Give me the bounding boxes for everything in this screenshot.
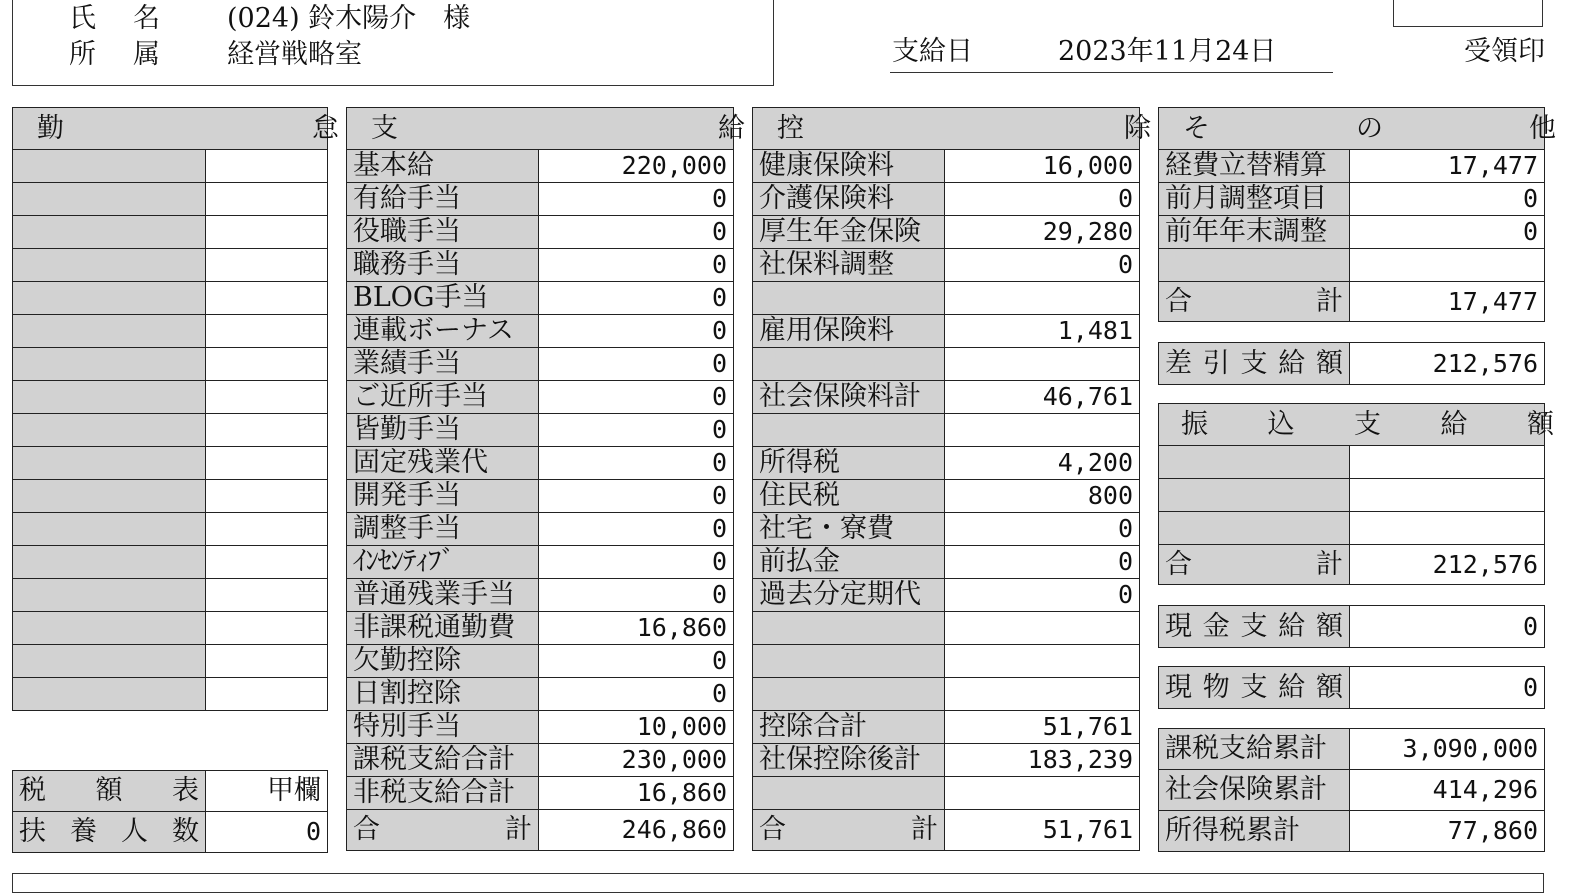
name-label-char-1: 氏: [69, 3, 96, 34]
cumulative-row-value: 3,090,000: [1350, 729, 1545, 770]
shikyu-row-label: 非税支給合計: [347, 777, 539, 810]
kojo-row-label: 所得税: [753, 447, 945, 480]
inkind-pay-label-char-3: 支: [1240, 671, 1268, 703]
transfer-table: [1158, 403, 1554, 585]
kojo-row: [753, 216, 1140, 249]
kojo-row: [753, 513, 1140, 546]
inkind-pay-table: [1158, 666, 1545, 709]
kintai-row-value: [206, 183, 328, 216]
shikyu-row-value: 0: [539, 546, 734, 579]
sonota-row-label: [1159, 249, 1350, 282]
pay-date-label: 支給日: [892, 36, 973, 67]
kintai-row-label: [13, 546, 206, 579]
cumulative-row-label: 所得税累計: [1159, 811, 1350, 852]
shikyu-row: [347, 513, 734, 546]
net-pay-label-char-4: 給: [1278, 347, 1306, 379]
kojo-row: [753, 282, 1140, 315]
shikyu-row: [347, 216, 734, 249]
shikyu-row-label: ご近所手当: [347, 381, 539, 414]
kojo-header: [753, 108, 1151, 150]
dept-label-char-2: 属: [133, 39, 160, 70]
kojo-row-value: 0: [945, 183, 1140, 216]
shikyu-row-value: 16,860: [539, 612, 734, 645]
shikyu-row-label: 日割控除: [347, 678, 539, 711]
inkind-pay-label: [1159, 667, 1350, 709]
sonota-total-label: [1159, 282, 1350, 322]
transfer-row-label: [1159, 512, 1350, 545]
shikyu-total-label-char-1: 合: [353, 814, 380, 845]
shikyu-row: [347, 414, 734, 447]
shikyu-row-label: 職務手当: [347, 249, 539, 282]
shikyu-row-value: 10,000: [539, 711, 734, 744]
cumulative-table: [1158, 728, 1545, 852]
cumulative-row-value: 414,296: [1350, 770, 1545, 811]
kojo-row: [753, 678, 1140, 711]
cumulative-row: [1159, 729, 1545, 770]
kojo-row: [753, 348, 1140, 381]
sonota-row: [1159, 183, 1545, 216]
kojo-row: [753, 183, 1140, 216]
bottom-box-edge: [12, 873, 1544, 893]
shikyu-row-value: 0: [539, 348, 734, 381]
kojo-row-label: 健康保険料: [753, 150, 945, 183]
inkind-pay-label-char-2: 物: [1202, 671, 1230, 703]
sonota-row-label: 前月調整項目: [1159, 183, 1350, 216]
kojo-row-value: 0: [945, 513, 1140, 546]
kojo-row-value: [945, 612, 1140, 645]
kojo-row-value: 51,761: [945, 711, 1140, 744]
cumulative-row-label: 課税支給累計: [1159, 729, 1350, 770]
dept-label-char-1: 所: [69, 39, 96, 70]
shikyu-row-value: 0: [539, 282, 734, 315]
kojo-total-label-char-1: 合: [759, 814, 786, 845]
shikyu-row-value: 0: [539, 447, 734, 480]
sonota-total-label-char-2: 計: [1316, 285, 1343, 317]
shikyu-row: [347, 183, 734, 216]
kintai-row: [13, 150, 328, 183]
shikyu-row: [347, 678, 734, 711]
transfer-row: [1159, 479, 1545, 512]
kintai-row: [13, 678, 328, 711]
kintai-row-value: [206, 678, 328, 711]
shikyu-row: [347, 744, 734, 777]
net-pay-label-char-3: 支: [1240, 347, 1268, 379]
kintai-row-label: [13, 480, 206, 513]
sonota-row-label: 前年年末調整: [1159, 216, 1350, 249]
shikyu-row-value: 0: [539, 249, 734, 282]
shikyu-row-label: 役職手当: [347, 216, 539, 249]
kojo-row: [753, 744, 1140, 777]
transfer-header-char-1: 振: [1181, 408, 1208, 440]
kojo-row-label: [753, 282, 945, 315]
kintai-row-label: [13, 216, 206, 249]
kintai-row-label: [13, 645, 206, 678]
kojo-row-label: [753, 414, 945, 447]
kintai-row-label: [13, 381, 206, 414]
kojo-row: [753, 612, 1140, 645]
employee-info-box: [12, 0, 774, 86]
sonota-row: [1159, 150, 1545, 183]
kojo-row-value: 1,481: [945, 315, 1140, 348]
kojo-row-label: 社宅・寮費: [753, 513, 945, 546]
sonota-row: [1159, 249, 1545, 282]
kojo-row-value: 46,761: [945, 381, 1140, 414]
kojo-row-value: 16,000: [945, 150, 1140, 183]
cash-pay-value: 0: [1350, 606, 1545, 648]
shikyu-row-value: 0: [539, 579, 734, 612]
kojo-row-label: [753, 777, 945, 810]
kojo-row-label: 控除合計: [753, 711, 945, 744]
kintai-row-value: [206, 612, 328, 645]
shikyu-total-value: 246,860: [539, 810, 734, 851]
shikyu-total-label-char-2: 計: [505, 814, 532, 845]
sonota-table: [1158, 107, 1556, 322]
dependents-label-char-4: 数: [172, 816, 199, 847]
shikyu-row-label: 欠勤控除: [347, 645, 539, 678]
transfer-row-label: [1159, 479, 1350, 512]
shikyu-row-value: 0: [539, 381, 734, 414]
kintai-row: [13, 381, 328, 414]
kintai-row-label: [13, 414, 206, 447]
department-name: 経営戦略室: [227, 39, 362, 70]
net-pay-label-char-2: 引: [1202, 347, 1230, 379]
shikyu-row-value: 0: [539, 315, 734, 348]
kojo-row: [753, 447, 1140, 480]
cumulative-row: [1159, 811, 1545, 852]
transfer-header-char-4: 給: [1440, 408, 1468, 440]
sonota-total-label-char-1: 合: [1165, 285, 1192, 317]
net-pay-label: [1159, 343, 1350, 385]
shikyu-row-label: 皆勤手当: [347, 414, 539, 447]
shikyu-row-value: 230,000: [539, 744, 734, 777]
kojo-row-label: 過去分定期代: [753, 579, 945, 612]
shikyu-row-label: 開発手当: [347, 480, 539, 513]
shikyu-row-value: 0: [539, 414, 734, 447]
kintai-row-value: [206, 381, 328, 414]
kojo-row: [753, 579, 1140, 612]
kintai-row-value: [206, 282, 328, 315]
kojo-row-label: 社保料調整: [753, 249, 945, 282]
shikyu-row-label: 調整手当: [347, 513, 539, 546]
transfer-row: [1159, 446, 1545, 479]
kojo-total-label-char-2: 計: [911, 814, 938, 845]
shikyu-total-label: [347, 810, 539, 851]
net-pay-value: 212,576: [1350, 343, 1545, 385]
shikyu-row-value: 0: [539, 678, 734, 711]
kojo-row-value: [945, 282, 1140, 315]
kintai-row-value: [206, 150, 328, 183]
kojo-row-value: 0: [945, 546, 1140, 579]
kojo-row-label: [753, 612, 945, 645]
kintai-row: [13, 612, 328, 645]
kojo-row: [753, 414, 1140, 447]
sonota-row-value: 0: [1350, 183, 1545, 216]
kintai-row: [13, 513, 328, 546]
tax-table-label-char-1: 税: [19, 775, 46, 806]
shikyu-row: [347, 711, 734, 744]
transfer-row-value: [1350, 512, 1545, 545]
shikyu-row-label: 連載ボーナス: [347, 315, 539, 348]
kojo-row-value: 29,280: [945, 216, 1140, 249]
kojo-row-label: [753, 348, 945, 381]
kojo-row-label: 社会保険料計: [753, 381, 945, 414]
transfer-total-value: 212,576: [1350, 545, 1545, 585]
kintai-row: [13, 216, 328, 249]
shikyu-row-label: 固定残業代: [347, 447, 539, 480]
transfer-total-label-char-1: 合: [1165, 548, 1192, 580]
tax-table-value: 甲欄: [206, 771, 328, 812]
kintai-row-label: [13, 249, 206, 282]
inkind-pay-label-char-5: 額: [1316, 671, 1343, 703]
shikyu-row-label: 有給手当: [347, 183, 539, 216]
shikyu-row-label: 業績手当: [347, 348, 539, 381]
kojo-total-value: 51,761: [945, 810, 1140, 851]
pay-date-underline: [890, 72, 1333, 73]
kintai-header-char-1: 勤: [37, 112, 64, 144]
kojo-row: [753, 315, 1140, 348]
kojo-table: [752, 107, 1151, 851]
kojo-row-value: 0: [945, 249, 1140, 282]
shikyu-row: [347, 447, 734, 480]
transfer-header: [1159, 404, 1554, 446]
cash-pay-label-char-1: 現: [1165, 610, 1192, 642]
kintai-row-value: [206, 480, 328, 513]
kojo-row-label: 住民税: [753, 480, 945, 513]
shikyu-row: [347, 381, 734, 414]
kojo-row: [753, 546, 1140, 579]
kintai-row-value: [206, 645, 328, 678]
kojo-row: [753, 777, 1140, 810]
cash-pay-label-char-2: 金: [1202, 610, 1230, 642]
transfer-total-label-char-2: 計: [1316, 548, 1343, 580]
inkind-pay-label-char-1: 現: [1165, 671, 1192, 703]
kintai-row-value: [206, 414, 328, 447]
kintai-row-value: [206, 447, 328, 480]
cumulative-row-value: 77,860: [1350, 811, 1545, 852]
cumulative-row-label: 社会保険累計: [1159, 770, 1350, 811]
shikyu-row: [347, 282, 734, 315]
tax-table-label: [13, 771, 206, 812]
kojo-row-value: [945, 645, 1140, 678]
dependents-label-char-2: 養: [70, 816, 97, 847]
kintai-row: [13, 414, 328, 447]
kintai-row-label: [13, 150, 206, 183]
kintai-header-char-2: 怠: [312, 112, 339, 144]
kojo-row-label: [753, 645, 945, 678]
kintai-row-label: [13, 513, 206, 546]
transfer-row-value: [1350, 479, 1545, 512]
kintai-row-label: [13, 612, 206, 645]
transfer-total-label: [1159, 545, 1350, 585]
kintai-header: [13, 108, 339, 150]
sonota-header: [1159, 108, 1556, 150]
shikyu-row: [347, 315, 734, 348]
kintai-row: [13, 315, 328, 348]
kojo-total-label: [753, 810, 945, 851]
shikyu-row-value: 16,860: [539, 777, 734, 810]
receipt-stamp-box: [1393, 0, 1543, 27]
shikyu-header: [347, 108, 745, 150]
kojo-row-value: [945, 777, 1140, 810]
transfer-row: [1159, 512, 1545, 545]
sonota-row-value: 17,477: [1350, 150, 1545, 183]
shikyu-row: [347, 480, 734, 513]
sonota-total-value: 17,477: [1350, 282, 1545, 322]
kintai-row: [13, 183, 328, 216]
cash-pay-table: [1158, 605, 1545, 648]
sonota-row-label: 経費立替精算: [1159, 150, 1350, 183]
net-pay-table: [1158, 342, 1545, 385]
kojo-row-label: 厚生年金保険: [753, 216, 945, 249]
shikyu-row: [347, 546, 734, 579]
kintai-row: [13, 282, 328, 315]
kintai-row-value: [206, 348, 328, 381]
kojo-row-value: 4,200: [945, 447, 1140, 480]
dependents-label-char-1: 扶: [19, 816, 46, 847]
kojo-row: [753, 150, 1140, 183]
cash-pay-label: [1159, 606, 1350, 648]
sonota-row-value: [1350, 249, 1545, 282]
tax-table-label-char-2: 額: [95, 775, 123, 806]
tax-table: [12, 770, 328, 853]
kojo-row: [753, 480, 1140, 513]
kintai-table: [12, 107, 339, 711]
kojo-row-value: 800: [945, 480, 1140, 513]
shikyu-row-value: 0: [539, 216, 734, 249]
pay-date-value: 2023年11月24日: [1058, 36, 1277, 67]
inkind-pay-label-char-4: 給: [1278, 671, 1306, 703]
kojo-row-label: 社保控除後計: [753, 744, 945, 777]
kintai-row-value: [206, 249, 328, 282]
kintai-row: [13, 579, 328, 612]
shikyu-row-value: 0: [539, 645, 734, 678]
kintai-row-value: [206, 579, 328, 612]
shikyu-row-value: 0: [539, 183, 734, 216]
kintai-row-label: [13, 678, 206, 711]
shikyu-row-value: 0: [539, 480, 734, 513]
cash-pay-label-char-4: 給: [1278, 610, 1306, 642]
shikyu-row-label: 非課税通勤費: [347, 612, 539, 645]
kojo-row: [753, 381, 1140, 414]
sonota-header-char-1: そ: [1183, 112, 1210, 144]
shikyu-row: [347, 612, 734, 645]
kintai-row: [13, 546, 328, 579]
net-pay-label-char-5: 額: [1316, 347, 1343, 379]
kintai-row-value: [206, 513, 328, 546]
kojo-row-label: 介護保険料: [753, 183, 945, 216]
kintai-row: [13, 480, 328, 513]
shikyu-row: [347, 777, 734, 810]
kintai-row: [13, 249, 328, 282]
kintai-row: [13, 447, 328, 480]
kojo-header-char-1: 控: [777, 112, 804, 144]
shikyu-table: [346, 107, 745, 851]
transfer-row-label: [1159, 446, 1350, 479]
dependents-label: [13, 812, 206, 853]
kintai-row: [13, 348, 328, 381]
kintai-row-value: [206, 216, 328, 249]
kintai-row-label: [13, 447, 206, 480]
kintai-row-value: [206, 546, 328, 579]
employee-name: (024) 鈴木陽介 様: [227, 3, 471, 34]
shikyu-header-char-2: 給: [718, 112, 745, 144]
transfer-header-char-2: 込: [1267, 408, 1295, 440]
net-pay-label-char-1: 差: [1165, 347, 1192, 379]
kojo-header-char-2: 除: [1124, 112, 1151, 144]
kojo-row: [753, 249, 1140, 282]
kintai-row: [13, 645, 328, 678]
transfer-header-char-3: 支: [1354, 408, 1381, 440]
shikyu-row-value: 0: [539, 513, 734, 546]
shikyu-row: [347, 579, 734, 612]
tax-table-label-char-3: 表: [172, 775, 199, 806]
shikyu-row-label: BLOG手当: [347, 282, 539, 315]
kintai-row-label: [13, 348, 206, 381]
name-label-char-2: 名: [133, 3, 160, 34]
sonota-row: [1159, 216, 1545, 249]
sonota-row-value: 0: [1350, 216, 1545, 249]
cash-pay-label-char-3: 支: [1240, 610, 1268, 642]
shikyu-row: [347, 348, 734, 381]
transfer-header-char-5: 額: [1527, 408, 1554, 440]
kintai-row-label: [13, 579, 206, 612]
shikyu-header-char-1: 支: [371, 112, 398, 144]
kojo-row-label: [753, 678, 945, 711]
receipt-label: 受領印: [1464, 36, 1545, 67]
kojo-row: [753, 645, 1140, 678]
kojo-row-value: [945, 348, 1140, 381]
shikyu-row-label: 特別手当: [347, 711, 539, 744]
kintai-row-label: [13, 315, 206, 348]
kojo-row: [753, 711, 1140, 744]
kojo-row-label: 前払金: [753, 546, 945, 579]
kojo-row-value: 0: [945, 579, 1140, 612]
inkind-pay-value: 0: [1350, 667, 1545, 709]
shikyu-row: [347, 249, 734, 282]
cumulative-row: [1159, 770, 1545, 811]
shikyu-row: [347, 645, 734, 678]
kojo-row-label: 雇用保険料: [753, 315, 945, 348]
shikyu-row-label: 普通残業手当: [347, 579, 539, 612]
kintai-row-value: [206, 315, 328, 348]
cash-pay-label-char-5: 額: [1316, 610, 1343, 642]
shikyu-row-label: 基本給: [347, 150, 539, 183]
sonota-header-char-2: の: [1356, 112, 1383, 144]
kintai-row-label: [13, 183, 206, 216]
shikyu-row-value: 220,000: [539, 150, 734, 183]
transfer-row-value: [1350, 446, 1545, 479]
sonota-header-char-3: 他: [1529, 112, 1556, 144]
dependents-label-char-3: 人: [121, 816, 148, 847]
shikyu-row-label: 課税支給合計: [347, 744, 539, 777]
kojo-row-value: [945, 414, 1140, 447]
shikyu-row-label: ｲﾝｾﾝﾃｨﾌﾞ: [347, 546, 539, 579]
kintai-row-label: [13, 282, 206, 315]
kojo-row-value: 183,239: [945, 744, 1140, 777]
dependents-value: 0: [206, 812, 328, 853]
kojo-row-value: [945, 678, 1140, 711]
shikyu-row: [347, 150, 734, 183]
